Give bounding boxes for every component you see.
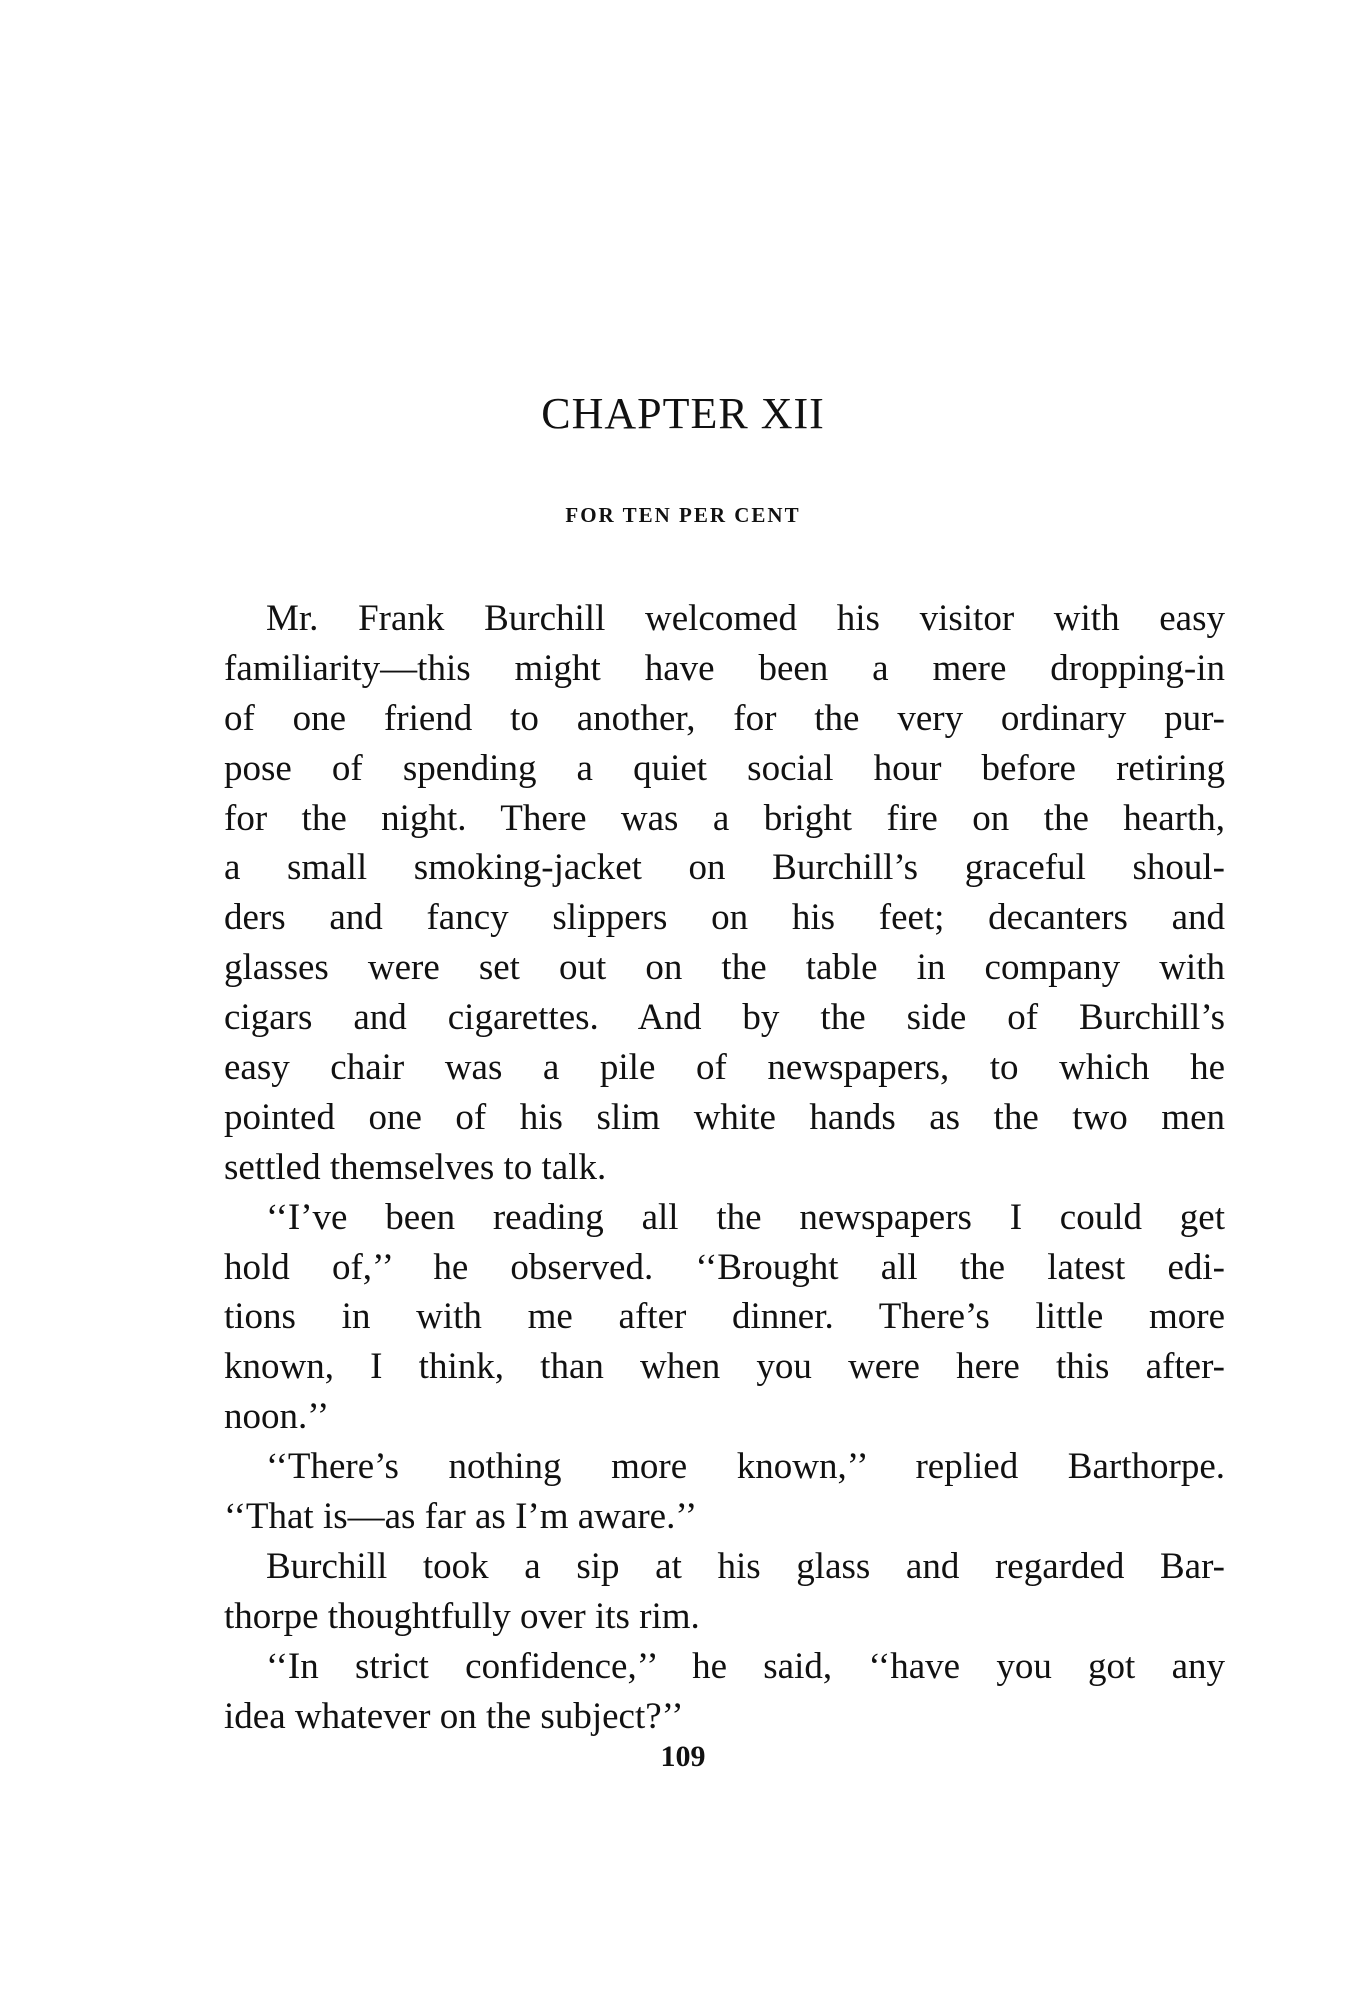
text-line: ‘‘In strict confidence,’’ he said, ‘‘have you got any xyxy=(266,1645,1225,1687)
text-line: of one friend to another, for the very ordinary pur- xyxy=(224,697,1225,739)
text-line: known, I think, than when you were here this after- xyxy=(224,1346,1225,1388)
text-line: ‘‘There’s nothing more known,’’ replied Barthorpe. xyxy=(266,1446,1225,1488)
text-line: Burchill took a sip at his glass and regarded Bar- xyxy=(266,1545,1225,1587)
text-line: glasses were set out on the table in company with xyxy=(224,947,1225,989)
text-line: Mr. Frank Burchill welcomed his visitor with easy xyxy=(266,598,1225,639)
text-line: cigars and cigarettes. And by the side of Burchill’s xyxy=(224,997,1225,1039)
chapter-subtitle: FOR TEN PER CENT xyxy=(565,503,801,527)
text-line: for the night. There was a bright fire on the hearth, xyxy=(224,797,1225,839)
text-line: ‘‘I’ve been reading all the newspapers I could get xyxy=(266,1196,1225,1238)
text-line: a small smoking-jacket on Burchill’s graceful shoul- xyxy=(224,847,1225,889)
text-line: ‘‘That is—as far as I’m aware.’’ xyxy=(224,1496,698,1538)
text-line: ders and fancy slippers on his feet; decanters and xyxy=(224,897,1225,939)
body-text xyxy=(224,594,1225,1741)
text-line: easy chair was a pile of newspapers, to which he xyxy=(224,1047,1225,1089)
text-line: settled themselves to talk. xyxy=(224,1146,607,1188)
text-line: idea whatever on the subject?’’ xyxy=(224,1695,684,1737)
text-line: pointed one of his slim white hands as the two men xyxy=(224,1096,1225,1138)
chapter-title: CHAPTER XII xyxy=(541,389,825,438)
text-line: thorpe thoughtfully over its rim. xyxy=(224,1595,700,1637)
text-line: pose of spending a quiet social hour before retiring xyxy=(224,747,1225,789)
page-number: 109 xyxy=(660,1740,706,1773)
text-line: hold of,’’ he observed. ‘‘Brought all the latest edi- xyxy=(224,1246,1225,1288)
text-line: tions in with me after dinner. There’s little more xyxy=(224,1296,1225,1338)
text-line: noon.’’ xyxy=(224,1396,330,1438)
text-line: familiarity—this might have been a mere dropping-in xyxy=(224,647,1225,689)
